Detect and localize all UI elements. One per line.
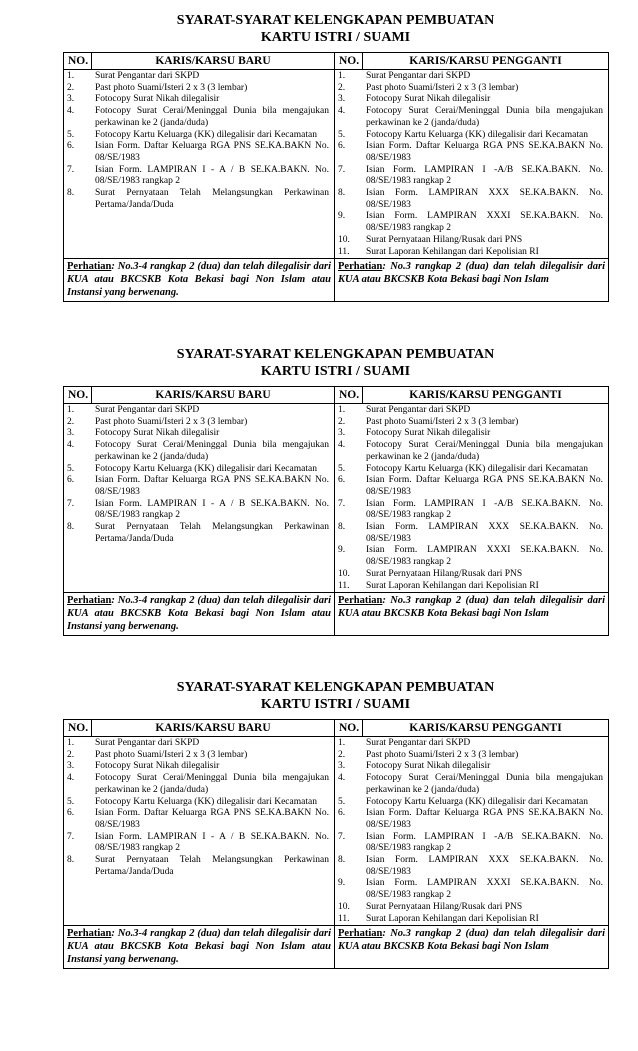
list-item [338,855,606,878]
note-label: Perhatian [338,261,383,273]
section-title [63,12,608,46]
pengganti-list [338,71,606,258]
item-number: 4. [338,773,346,784]
list-item [67,761,332,773]
list-item [67,106,332,129]
section-title [63,346,608,380]
item-number: 3. [338,94,346,105]
list-item [338,130,606,142]
requirements-section-2 [63,346,608,636]
item-text: Surat Pernyataan Hilang/Rusak dari PNS [366,568,523,579]
item-number: 8. [338,522,346,533]
note-baru-text: : No.3-4 rangkap 2 (dua) dan telah dilegalisir dari KUA atau BKCSKB Kota Bekasi bagi Non Islam atau Instansi yang berwenang. [67,928,331,966]
item-number: 1. [67,71,75,81]
item-number: 4. [67,106,75,117]
header-karis-pengganti: KARIS/KARSU PENGGANTI [363,53,609,70]
title-line-1: SYARAT-SYARAT KELENGKAPAN PEMBUATAN [176,13,495,28]
header-no-baru: NO. [64,720,92,737]
item-text: Isian Form. LAMPIRAN I -A/B SE.KA.BAKN. No. 08/SE/1983 rangkap 2 [366,498,603,521]
item-text: Isian Form. LAMPIRAN I - A / B SE.KA.BAKN. No. 08/SE/1983 rangkap 2 [95,498,329,521]
item-text: Surat Pernyataan Telah Melangsungkan Perkawinan Pertama/Janda/Duda [95,855,329,877]
item-text: Fotocopy Surat Cerai/Meninggal Dunia bila mengajukan perkawinan ke 2 (janda/duda) [95,440,329,462]
item-text: Isian Form. LAMPIRAN XXXI SE.KA.BAKN. No. 08/SE/1983 rangkap 2 [366,545,603,568]
item-text: Fotocopy Surat Nikah dilegalisir [366,428,491,439]
item-number: 6. [67,141,75,152]
item-number: 3. [338,761,346,772]
item-number: 5. [67,129,75,140]
note-label: Perhatian [338,595,383,607]
requirements-table [63,386,609,636]
item-number: 8. [67,522,75,533]
list-item [338,165,606,188]
item-number: 4. [67,773,75,784]
list-item [338,475,606,498]
item-text: Isian Form. LAMPIRAN I -A/B SE.KA.BAKN. No. 08/SE/1983 rangkap 2 [366,831,603,854]
item-text: Isian Form. LAMPIRAN XXX SE.KA.BAKN. No. 08/SE/1983 [366,188,603,210]
item-text: Surat Pengantar dari SKPD [95,405,200,415]
list-item [338,417,606,429]
header-karis-pengganti: KARIS/KARSU PENGGANTI [363,387,609,404]
list-item [338,569,606,581]
title-line-1: SYARAT-SYARAT KELENGKAPAN PEMBUATAN [176,347,495,362]
item-text: Surat Pernyataan Telah Melangsungkan Perkawinan Pertama/Janda/Duda [95,188,329,210]
note-baru [64,926,335,969]
requirements-table [63,719,609,969]
list-item [338,878,606,901]
note-pengganti [335,259,609,302]
item-number: 10. [338,568,350,579]
list-item [338,235,606,247]
item-text: Surat Pengantar dari SKPD [366,738,471,748]
item-number: 8. [67,855,75,866]
header-no-pengganti: NO. [335,387,363,404]
item-text: Isian Form. LAMPIRAN XXX SE.KA.BAKN. No. 08/SE/1983 [366,522,603,544]
title-line-1: SYARAT-SYARAT KELENGKAPAN PEMBUATAN [176,680,495,695]
item-text: Isian Form. LAMPIRAN XXX SE.KA.BAKN. No. 08/SE/1983 [366,855,603,877]
item-number: 11. [338,580,350,591]
item-number: 3. [67,428,75,439]
item-number: 5. [67,796,75,807]
list-item [338,440,606,463]
item-number: 7. [67,164,75,175]
item-number: 9. [338,211,346,222]
item-text: Isian Form. Daftar Keluarga RGA PNS SE.KA.BAKN No. 08/SE/1983 [95,475,329,497]
item-text: Fotocopy Surat Cerai/Meninggal Dunia bila mengajukan perkawinan ke 2 (janda/duda) [95,106,329,128]
pengganti-list [338,738,606,925]
item-text: Isian Form. Daftar Keluarga RGA PNS SE.KA.BAKN No. 08/SE/1983 [95,808,329,830]
note-label: Perhatian [67,928,112,940]
item-number: 4. [338,440,346,451]
item-text: Isian Form. Daftar Keluarga RGA PNS SE.KA.BAKN No. 08/SE/1983 [366,141,603,163]
item-text: Fotocopy Surat Cerai/Meninggal Dunia bila mengajukan perkawinan ke 2 (janda/duda) [366,773,603,795]
list-item [338,581,606,593]
item-number: 1. [67,738,75,748]
list-item [338,464,606,476]
list-item [338,761,606,773]
item-text: Surat Pengantar dari SKPD [366,71,471,81]
item-text: Fotocopy Surat Cerai/Meninggal Dunia bila mengajukan perkawinan ke 2 (janda/duda) [366,440,603,462]
list-item [338,522,606,545]
list-item [338,808,606,831]
item-text: Surat Laporan Kehilangan dari Kepolisian RI [366,580,539,591]
item-number: 2. [67,416,75,427]
requirements-section-1 [63,12,608,302]
header-karis-baru: KARIS/KARSU BARU [92,53,335,70]
item-number: 2. [338,416,346,427]
item-number: 3. [67,761,75,772]
item-number: 10. [338,901,350,912]
item-number: 6. [67,808,75,819]
list-item [338,141,606,164]
header-karis-pengganti: KARIS/KARSU PENGGANTI [363,720,609,737]
item-text: Isian Form. Daftar Keluarga RGA PNS SE.KA.BAKN No. 08/SE/1983 [95,141,329,163]
list-item [67,738,332,750]
item-number: 6. [338,808,346,819]
note-label: Perhatian [338,928,383,940]
title-line-2: KARTU ISTRI / SUAMI [260,30,411,45]
note-pengganti-text: : No.3 rangkap 2 (dua) dan telah dilegalisir dari KUA atau BKCSKB Kota Bekasi bagi Non Islam [338,261,605,286]
baru-list [67,71,332,211]
list-item [338,773,606,796]
item-number: 8. [338,188,346,199]
item-number: 2. [338,749,346,760]
table-header-row [64,720,609,737]
list-item [67,405,332,417]
item-text: Surat Laporan Kehilangan dari Kepolisian RI [366,913,539,924]
item-number: 2. [338,82,346,93]
item-number: 7. [67,498,75,509]
item-text: Fotocopy Surat Cerai/Meninggal Dunia bila mengajukan perkawinan ke 2 (janda/duda) [366,106,603,128]
item-text: Isian Form. Daftar Keluarga RGA PNS SE.KA.BAKN No. 08/SE/1983 [366,475,603,497]
item-text: Isian Form. LAMPIRAN XXXI SE.KA.BAKN. No. 08/SE/1983 rangkap 2 [366,878,603,901]
table-body-row [64,737,609,926]
list-item [338,405,606,417]
list-item [338,211,606,234]
note-row [64,259,609,302]
item-text: Surat Laporan Kehilangan dari Kepolisian RI [366,246,539,257]
item-text: Fotocopy Kartu Keluarga (KK) dilegalisir dari Kecamatan [366,463,588,474]
list-item [338,71,606,83]
list-item [67,71,332,83]
list-item [338,428,606,440]
item-number: 3. [338,428,346,439]
item-text: Surat Pernyataan Hilang/Rusak dari PNS [366,901,523,912]
header-no-pengganti: NO. [335,720,363,737]
item-text: Fotocopy Surat Cerai/Meninggal Dunia bila mengajukan perkawinan ke 2 (janda/duda) [95,773,329,795]
item-number: 1. [67,405,75,415]
item-text: Surat Pengantar dari SKPD [366,405,471,415]
item-number: 5. [338,796,346,807]
item-number: 8. [67,188,75,199]
list-item [338,750,606,762]
item-text: Isian Form. Daftar Keluarga RGA PNS SE.KA.BAKN No. 08/SE/1983 [366,808,603,830]
item-number: 6. [67,475,75,486]
list-item [338,832,606,855]
note-baru [64,259,335,302]
item-text: Fotocopy Surat Nikah dilegalisir [95,94,220,105]
baru-list-cell [64,404,335,593]
list-item [338,545,606,568]
list-item [67,94,332,106]
item-number: 2. [67,749,75,760]
item-number: 4. [338,106,346,117]
list-item [67,83,332,95]
item-number: 11. [338,913,350,924]
header-karis-baru: KARIS/KARSU BARU [92,387,335,404]
list-item [338,902,606,914]
list-item [338,83,606,95]
note-baru-text: : No.3-4 rangkap 2 (dua) dan telah dilegalisir dari KUA atau BKCSKB Kota Bekasi bagi Non Islam atau Instansi yang berwenang. [67,261,331,299]
table-header-row [64,387,609,404]
item-number: 7. [338,498,346,509]
note-baru-text: : No.3-4 rangkap 2 (dua) dan telah dilegalisir dari KUA atau BKCSKB Kota Bekasi bagi Non Islam atau Instansi yang berwenang. [67,595,331,633]
list-item [67,808,332,831]
header-no-baru: NO. [64,387,92,404]
item-text: Fotocopy Kartu Keluarga (KK) dilegalisir dari Kecamatan [95,129,317,140]
list-item [338,106,606,129]
list-item [338,738,606,750]
item-text: Past photo Suami/Isteri 2 x 3 (3 lembar) [366,82,519,93]
list-item [338,797,606,809]
item-text: Fotocopy Kartu Keluarga (KK) dilegalisir dari Kecamatan [366,796,588,807]
table-header-row [64,53,609,70]
item-number: 10. [338,234,350,245]
note-label: Perhatian [67,595,112,607]
list-item [338,247,606,259]
item-number: 6. [338,475,346,486]
list-item [67,417,332,429]
item-number: 2. [67,82,75,93]
note-baru [64,593,335,636]
item-text: Fotocopy Surat Nikah dilegalisir [95,761,220,772]
list-item [67,797,332,809]
item-text: Isian Form. LAMPIRAN I -A/B SE.KA.BAKN. No. 08/SE/1983 rangkap 2 [366,164,603,187]
requirements-section-3 [63,679,608,969]
header-no-pengganti: NO. [335,53,363,70]
table-body-row [64,404,609,593]
list-item [67,428,332,440]
item-text: Fotocopy Surat Nikah dilegalisir [366,761,491,772]
item-text: Past photo Suami/Isteri 2 x 3 (3 lembar) [95,749,248,760]
item-number: 5. [338,463,346,474]
item-text: Past photo Suami/Isteri 2 x 3 (3 lembar) [366,749,519,760]
list-item [338,188,606,211]
item-number: 11. [338,246,350,257]
item-number: 5. [338,129,346,140]
item-number: 8. [338,855,346,866]
item-text: Fotocopy Surat Nikah dilegalisir [95,428,220,439]
requirements-table [63,52,609,302]
item-text: Past photo Suami/Isteri 2 x 3 (3 lembar) [95,416,248,427]
list-item [67,855,332,878]
list-item [67,750,332,762]
item-text: Fotocopy Kartu Keluarga (KK) dilegalisir dari Kecamatan [95,796,317,807]
baru-list-cell [64,70,335,259]
table-body-row [64,70,609,259]
list-item [338,499,606,522]
item-text: Surat Pernyataan Hilang/Rusak dari PNS [366,234,523,245]
item-number: 7. [67,831,75,842]
list-item [67,440,332,463]
item-text: Past photo Suami/Isteri 2 x 3 (3 lembar) [95,82,248,93]
item-text: Isian Form. LAMPIRAN XXXI SE.KA.BAKN. No. 08/SE/1983 rangkap 2 [366,211,603,234]
item-text: Surat Pengantar dari SKPD [95,71,200,81]
baru-list [67,405,332,545]
header-no-baru: NO. [64,53,92,70]
item-text: Isian Form. LAMPIRAN I - A / B SE.KA.BAKN. No. 08/SE/1983 rangkap 2 [95,164,329,187]
list-item [67,499,332,522]
note-pengganti-text: : No.3 rangkap 2 (dua) dan telah dilegalisir dari KUA atau BKCSKB Kota Bekasi bagi Non Islam [338,595,605,620]
note-pengganti [335,593,609,636]
item-number: 5. [67,463,75,474]
item-text: Past photo Suami/Isteri 2 x 3 (3 lembar) [366,416,519,427]
list-item [67,832,332,855]
item-number: 1. [338,405,346,415]
baru-list-cell [64,737,335,926]
item-number: 1. [338,738,346,748]
list-item [67,188,332,211]
list-item [338,914,606,926]
list-item [67,773,332,796]
note-row [64,593,609,636]
pengganti-list-cell [335,404,609,593]
item-text: Fotocopy Surat Nikah dilegalisir [366,94,491,105]
list-item [67,141,332,164]
list-item [67,522,332,545]
title-line-2: KARTU ISTRI / SUAMI [260,697,411,712]
title-line-2: KARTU ISTRI / SUAMI [260,364,411,379]
item-number: 7. [338,831,346,842]
item-number: 7. [338,164,346,175]
item-number: 9. [338,545,346,556]
item-number: 6. [338,141,346,152]
pengganti-list-cell [335,70,609,259]
item-number: 3. [67,94,75,105]
note-pengganti-text: : No.3 rangkap 2 (dua) dan telah dilegalisir dari KUA atau BKCSKB Kota Bekasi bagi Non Islam [338,928,605,953]
item-text: Surat Pernyataan Telah Melangsungkan Perkawinan Pertama/Janda/Duda [95,522,329,544]
section-title [63,679,608,713]
list-item [67,165,332,188]
item-number: 1. [338,71,346,81]
item-number: 9. [338,878,346,889]
list-item [338,94,606,106]
item-text: Surat Pengantar dari SKPD [95,738,200,748]
note-pengganti [335,926,609,969]
item-text: Isian Form. LAMPIRAN I - A / B SE.KA.BAKN. No. 08/SE/1983 rangkap 2 [95,831,329,854]
pengganti-list [338,405,606,592]
baru-list [67,738,332,878]
list-item [67,475,332,498]
item-text: Fotocopy Kartu Keluarga (KK) dilegalisir dari Kecamatan [366,129,588,140]
list-item [67,464,332,476]
header-karis-baru: KARIS/KARSU BARU [92,720,335,737]
list-item [67,130,332,142]
pengganti-list-cell [335,737,609,926]
item-number: 4. [67,440,75,451]
note-row [64,926,609,969]
item-text: Fotocopy Kartu Keluarga (KK) dilegalisir dari Kecamatan [95,463,317,474]
note-label: Perhatian [67,261,112,273]
